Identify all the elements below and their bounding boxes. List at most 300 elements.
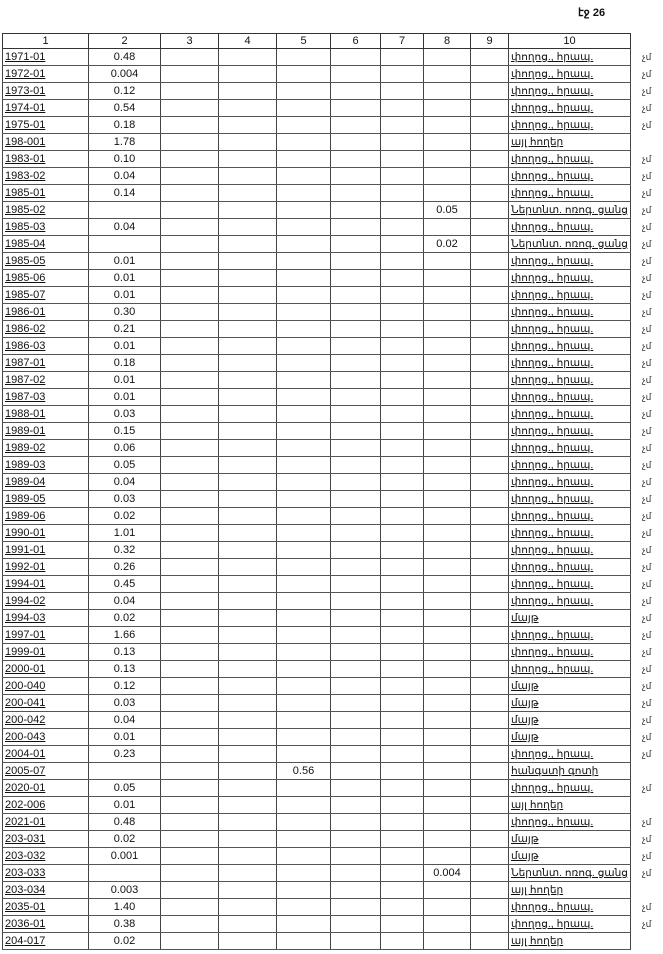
parcel-id: 1987-01	[3, 355, 89, 372]
area-col2: 0.06	[89, 440, 161, 457]
land-use-type: փողոց., հրապ.	[509, 270, 631, 287]
empty-cell-col9	[471, 746, 509, 763]
area-col8	[424, 831, 471, 848]
column-header-8: 8	[424, 34, 471, 49]
empty-cell-col4	[219, 219, 277, 236]
empty-cell-col4	[219, 117, 277, 134]
empty-cell-col4	[219, 746, 277, 763]
empty-cell-col9	[471, 253, 509, 270]
parcel-id: 200-040	[3, 678, 89, 695]
empty-cell-col7	[381, 151, 424, 168]
empty-cell-col7	[381, 355, 424, 372]
header-row	[3, 34, 631, 49]
empty-cell-col6	[331, 797, 381, 814]
empty-cell-col9	[471, 593, 509, 610]
land-use-type: փողոց., հրապ.	[509, 372, 631, 389]
parcel-id: 1988-01	[3, 406, 89, 423]
empty-cell-col4	[219, 763, 277, 780]
empty-cell-col4	[219, 389, 277, 406]
empty-cell-col3	[161, 406, 219, 423]
area-col8	[424, 610, 471, 627]
column-header-10: 10	[509, 34, 631, 49]
parcel-id: 1985-03	[3, 219, 89, 236]
parcel-id: 203-034	[3, 882, 89, 899]
column-header-3: 3	[161, 34, 219, 49]
empty-cell-col9	[471, 525, 509, 542]
empty-cell-col3	[161, 678, 219, 695]
empty-cell-col4	[219, 457, 277, 474]
area-col2: 0.26	[89, 559, 161, 576]
empty-cell-col9	[471, 185, 509, 202]
area-col2: 0.04	[89, 219, 161, 236]
margin-mark: չմ	[642, 851, 652, 861]
table-row	[3, 134, 631, 151]
land-use-type: փողոց., հրապ.	[509, 185, 631, 202]
empty-cell-col4	[219, 933, 277, 950]
empty-cell-col3	[161, 151, 219, 168]
empty-cell-col7	[381, 814, 424, 831]
empty-cell-col9	[471, 491, 509, 508]
parcel-id: 1985-04	[3, 236, 89, 253]
empty-cell-col9	[471, 780, 509, 797]
parcel-id: 2020-01	[3, 780, 89, 797]
parcel-id: 203-032	[3, 848, 89, 865]
margin-mark: չմ	[642, 324, 652, 334]
table-row	[3, 474, 631, 491]
column-header-4: 4	[219, 34, 277, 49]
parcel-id: 2035-01	[3, 899, 89, 916]
land-use-type: մայթ	[509, 678, 631, 695]
empty-cell-col4	[219, 865, 277, 882]
area-col8	[424, 933, 471, 950]
table-row	[3, 729, 631, 746]
area-col5	[277, 185, 331, 202]
margin-mark: չմ	[642, 341, 652, 351]
empty-cell-col9	[471, 695, 509, 712]
table-row	[3, 933, 631, 950]
area-col5	[277, 151, 331, 168]
margin-mark: չմ	[642, 596, 652, 606]
table-row	[3, 66, 631, 83]
empty-cell-col3	[161, 610, 219, 627]
empty-cell-col3	[161, 559, 219, 576]
land-use-type: փողոց., հրապ.	[509, 661, 631, 678]
empty-cell-col9	[471, 83, 509, 100]
area-col2: 1.66	[89, 627, 161, 644]
table-row	[3, 389, 631, 406]
margin-mark: չմ	[642, 69, 652, 79]
area-col8	[424, 797, 471, 814]
table-row	[3, 406, 631, 423]
area-col2: 0.13	[89, 661, 161, 678]
parcel-id: 1985-02	[3, 202, 89, 219]
empty-cell-col3	[161, 576, 219, 593]
column-header-2: 2	[89, 34, 161, 49]
area-col8	[424, 559, 471, 576]
empty-cell-col6	[331, 933, 381, 950]
parcel-id: 1994-03	[3, 610, 89, 627]
area-col5	[277, 355, 331, 372]
empty-cell-col4	[219, 491, 277, 508]
area-col5	[277, 610, 331, 627]
margin-mark: չմ	[642, 630, 652, 640]
empty-cell-col9	[471, 916, 509, 933]
table-row	[3, 593, 631, 610]
empty-cell-col3	[161, 355, 219, 372]
area-col2: 0.48	[89, 814, 161, 831]
area-col5	[277, 406, 331, 423]
margin-mark: չմ	[642, 205, 652, 215]
empty-cell-col3	[161, 525, 219, 542]
empty-cell-col3	[161, 627, 219, 644]
empty-cell-col9	[471, 712, 509, 729]
parcel-id: 1971-01	[3, 49, 89, 66]
land-use-type: փողոց., հրապ.	[509, 338, 631, 355]
empty-cell-col6	[331, 746, 381, 763]
empty-cell-col9	[471, 610, 509, 627]
area-col8	[424, 848, 471, 865]
empty-cell-col9	[471, 236, 509, 253]
area-col2: 0.04	[89, 168, 161, 185]
empty-cell-col4	[219, 185, 277, 202]
empty-cell-col3	[161, 219, 219, 236]
parcel-id: 1994-02	[3, 593, 89, 610]
margin-mark: չմ	[642, 86, 652, 96]
margin-mark: չմ	[642, 477, 652, 487]
area-col2: 0.02	[89, 933, 161, 950]
parcel-id: 2005-07	[3, 763, 89, 780]
empty-cell-col3	[161, 321, 219, 338]
table-row	[3, 423, 631, 440]
empty-cell-col7	[381, 508, 424, 525]
parcel-id: 1987-03	[3, 389, 89, 406]
table-row	[3, 304, 631, 321]
empty-cell-col4	[219, 712, 277, 729]
empty-cell-col4	[219, 321, 277, 338]
empty-cell-col3	[161, 236, 219, 253]
empty-cell-col4	[219, 134, 277, 151]
area-col5	[277, 661, 331, 678]
empty-cell-col4	[219, 406, 277, 423]
empty-cell-col6	[331, 882, 381, 899]
empty-cell-col3	[161, 440, 219, 457]
empty-cell-col4	[219, 899, 277, 916]
margin-mark: չմ	[642, 154, 652, 164]
empty-cell-col7	[381, 321, 424, 338]
empty-cell-col7	[381, 593, 424, 610]
area-col5	[277, 202, 331, 219]
area-col2: 0.01	[89, 253, 161, 270]
area-col5	[277, 695, 331, 712]
area-col8	[424, 661, 471, 678]
empty-cell-col9	[471, 644, 509, 661]
table-row	[3, 236, 631, 253]
area-col5	[277, 253, 331, 270]
empty-cell-col6	[331, 474, 381, 491]
empty-cell-col6	[331, 304, 381, 321]
area-col2: 0.02	[89, 831, 161, 848]
empty-cell-col6	[331, 627, 381, 644]
land-parcel-table	[2, 33, 631, 950]
empty-cell-col6	[331, 236, 381, 253]
empty-cell-col7	[381, 100, 424, 117]
empty-cell-col7	[381, 202, 424, 219]
empty-cell-col6	[331, 899, 381, 916]
table-row	[3, 168, 631, 185]
column-header-5: 5	[277, 34, 331, 49]
margin-mark: չմ	[642, 426, 652, 436]
land-use-type: Ներտնտ. ոռոգ. ցանց	[509, 236, 631, 253]
empty-cell-col6	[331, 576, 381, 593]
empty-cell-col3	[161, 83, 219, 100]
area-col5	[277, 576, 331, 593]
empty-cell-col3	[161, 933, 219, 950]
land-use-type: փողոց., հրապ.	[509, 219, 631, 236]
empty-cell-col9	[471, 219, 509, 236]
empty-cell-col7	[381, 525, 424, 542]
empty-cell-col9	[471, 168, 509, 185]
empty-cell-col9	[471, 627, 509, 644]
area-col5	[277, 236, 331, 253]
area-col5	[277, 270, 331, 287]
empty-cell-col3	[161, 831, 219, 848]
land-use-type: Ներտնտ. ոռոգ. ցանց	[509, 202, 631, 219]
area-col2: 0.21	[89, 321, 161, 338]
area-col5	[277, 457, 331, 474]
empty-cell-col6	[331, 219, 381, 236]
table-row	[3, 508, 631, 525]
area-col8	[424, 916, 471, 933]
empty-cell-col6	[331, 168, 381, 185]
margin-mark: չմ	[642, 834, 652, 844]
empty-cell-col3	[161, 134, 219, 151]
margin-mark: չմ	[642, 749, 652, 759]
empty-cell-col6	[331, 100, 381, 117]
land-use-type: փողոց., հրապ.	[509, 423, 631, 440]
area-col5	[277, 117, 331, 134]
empty-cell-col7	[381, 576, 424, 593]
margin-mark: չմ	[642, 545, 652, 555]
area-col8	[424, 406, 471, 423]
empty-cell-col4	[219, 780, 277, 797]
empty-cell-col4	[219, 542, 277, 559]
empty-cell-col7	[381, 66, 424, 83]
land-use-type: փողոց., հրապ.	[509, 508, 631, 525]
empty-cell-col6	[331, 134, 381, 151]
empty-cell-col9	[471, 729, 509, 746]
empty-cell-col9	[471, 389, 509, 406]
margin-mark: չմ	[642, 52, 652, 62]
area-col2: 0.54	[89, 100, 161, 117]
empty-cell-col7	[381, 933, 424, 950]
table-row	[3, 355, 631, 372]
area-col8	[424, 627, 471, 644]
empty-cell-col7	[381, 831, 424, 848]
area-col8	[424, 168, 471, 185]
land-use-type: փողոց., հրապ.	[509, 253, 631, 270]
table-row	[3, 746, 631, 763]
area-col2: 0.14	[89, 185, 161, 202]
margin-mark: չմ	[642, 919, 652, 929]
area-col5	[277, 542, 331, 559]
table-row	[3, 712, 631, 729]
land-use-type: մայթ	[509, 695, 631, 712]
parcel-id: 200-042	[3, 712, 89, 729]
margin-mark: չմ	[642, 103, 652, 113]
empty-cell-col4	[219, 151, 277, 168]
parcel-id: 1994-01	[3, 576, 89, 593]
area-col5	[277, 287, 331, 304]
empty-cell-col4	[219, 423, 277, 440]
empty-cell-col7	[381, 916, 424, 933]
empty-cell-col6	[331, 49, 381, 66]
parcel-id: 1989-06	[3, 508, 89, 525]
table-row	[3, 83, 631, 100]
area-col8	[424, 355, 471, 372]
parcel-id: 1989-03	[3, 457, 89, 474]
empty-cell-col6	[331, 814, 381, 831]
area-col8	[424, 542, 471, 559]
empty-cell-col4	[219, 100, 277, 117]
area-col2: 0.01	[89, 338, 161, 355]
table-row	[3, 576, 631, 593]
empty-cell-col3	[161, 508, 219, 525]
table-row	[3, 49, 631, 66]
area-col2: 1.40	[89, 899, 161, 916]
area-col5	[277, 746, 331, 763]
empty-cell-col6	[331, 610, 381, 627]
empty-cell-col6	[331, 270, 381, 287]
area-col5	[277, 882, 331, 899]
area-col8: 0.004	[424, 865, 471, 882]
area-col5	[277, 389, 331, 406]
area-col2: 0.01	[89, 797, 161, 814]
empty-cell-col7	[381, 780, 424, 797]
area-col5	[277, 219, 331, 236]
area-col2: 0.15	[89, 423, 161, 440]
empty-cell-col9	[471, 440, 509, 457]
margin-mark: չմ	[642, 732, 652, 742]
table-row	[3, 253, 631, 270]
area-col2: 0.01	[89, 270, 161, 287]
empty-cell-col9	[471, 508, 509, 525]
empty-cell-col4	[219, 287, 277, 304]
parcel-id: 1990-01	[3, 525, 89, 542]
table-row	[3, 661, 631, 678]
parcel-id: 1989-02	[3, 440, 89, 457]
empty-cell-col6	[331, 916, 381, 933]
area-col2: 0.10	[89, 151, 161, 168]
area-col2: 0.03	[89, 406, 161, 423]
land-use-type: փողոց., հրապ.	[509, 474, 631, 491]
table-row	[3, 865, 631, 882]
empty-cell-col9	[471, 933, 509, 950]
empty-cell-col4	[219, 848, 277, 865]
land-use-type: փողոց., հրապ.	[509, 117, 631, 134]
margin-mark: չմ	[642, 239, 652, 249]
area-col5	[277, 644, 331, 661]
table-row	[3, 287, 631, 304]
table-row	[3, 525, 631, 542]
area-col2	[89, 865, 161, 882]
area-col5	[277, 49, 331, 66]
table-row	[3, 780, 631, 797]
empty-cell-col4	[219, 338, 277, 355]
empty-cell-col9	[471, 457, 509, 474]
empty-cell-col9	[471, 865, 509, 882]
empty-cell-col6	[331, 321, 381, 338]
empty-cell-col7	[381, 49, 424, 66]
area-col5	[277, 780, 331, 797]
land-use-type: մայթ	[509, 610, 631, 627]
empty-cell-col7	[381, 644, 424, 661]
area-col5	[277, 848, 331, 865]
empty-cell-col9	[471, 117, 509, 134]
land-use-type: այլ հողեր	[509, 882, 631, 899]
area-col2: 0.45	[89, 576, 161, 593]
margin-mark: չմ	[642, 528, 652, 538]
area-col5	[277, 865, 331, 882]
empty-cell-col9	[471, 763, 509, 780]
land-use-type: փողոց., հրապ.	[509, 542, 631, 559]
area-col2: 0.18	[89, 117, 161, 134]
area-col2	[89, 202, 161, 219]
land-use-type: փողոց., հրապ.	[509, 457, 631, 474]
table-row	[3, 457, 631, 474]
area-col2: 0.04	[89, 712, 161, 729]
empty-cell-col7	[381, 168, 424, 185]
empty-cell-col6	[331, 695, 381, 712]
margin-mark: չմ	[642, 868, 652, 878]
empty-cell-col7	[381, 678, 424, 695]
empty-cell-col9	[471, 882, 509, 899]
empty-cell-col9	[471, 287, 509, 304]
area-col5	[277, 168, 331, 185]
empty-cell-col7	[381, 746, 424, 763]
empty-cell-col7	[381, 236, 424, 253]
area-col8	[424, 134, 471, 151]
empty-cell-col9	[471, 678, 509, 695]
land-use-type: փողոց., հրապ.	[509, 168, 631, 185]
parcel-id: 1973-01	[3, 83, 89, 100]
parcel-id: 2021-01	[3, 814, 89, 831]
area-col8	[424, 729, 471, 746]
area-col8	[424, 151, 471, 168]
table-row	[3, 542, 631, 559]
area-col8	[424, 117, 471, 134]
parcel-id: 1997-01	[3, 627, 89, 644]
empty-cell-col3	[161, 185, 219, 202]
area-col2: 0.001	[89, 848, 161, 865]
margin-mark: չմ	[642, 290, 652, 300]
empty-cell-col7	[381, 270, 424, 287]
area-col8	[424, 525, 471, 542]
area-col8	[424, 746, 471, 763]
area-col8	[424, 508, 471, 525]
margin-mark: չմ	[642, 698, 652, 708]
empty-cell-col6	[331, 729, 381, 746]
area-col2: 0.03	[89, 491, 161, 508]
area-col5	[277, 831, 331, 848]
empty-cell-col4	[219, 168, 277, 185]
parcel-id: 2004-01	[3, 746, 89, 763]
empty-cell-col4	[219, 576, 277, 593]
empty-cell-col9	[471, 49, 509, 66]
empty-cell-col7	[381, 848, 424, 865]
area-col5	[277, 729, 331, 746]
parcel-id: 1999-01	[3, 644, 89, 661]
empty-cell-col4	[219, 814, 277, 831]
